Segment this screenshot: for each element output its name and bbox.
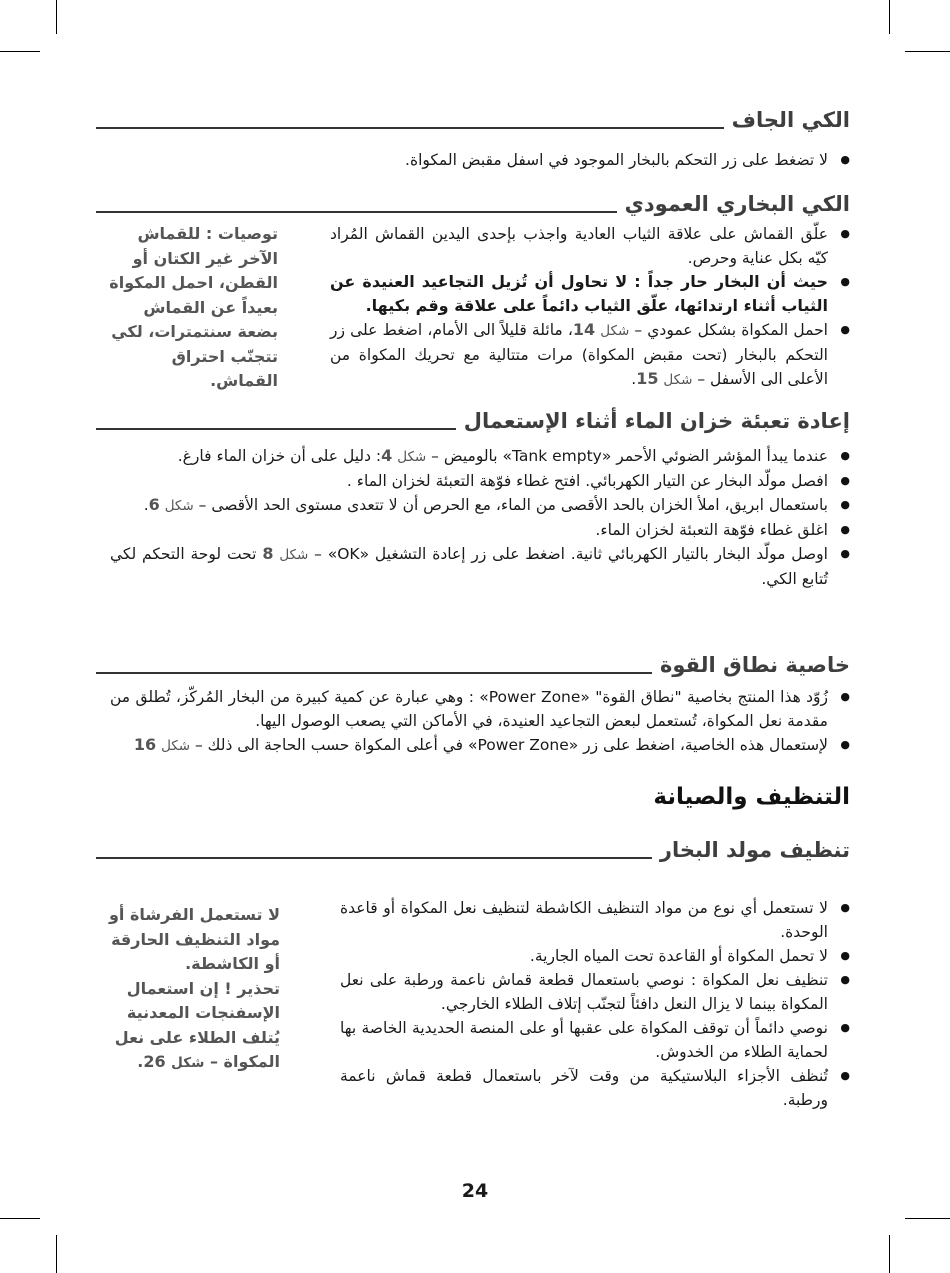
section-title: تنظيف مولد البخار bbox=[659, 838, 850, 862]
list-item: ● نوصي دائماً أن توقف المكواة على عقبها أو على المنصة الحديدية الخاصة بها لحماية الطلاء من الخدوش. bbox=[340, 1016, 850, 1064]
crop-mark bbox=[0, 1218, 40, 1219]
figure-number: 15 bbox=[636, 369, 659, 388]
heading-rule bbox=[96, 672, 652, 674]
side-note-cleaning bbox=[100, 903, 280, 1076]
cleaning-list bbox=[340, 896, 850, 1112]
crop-mark bbox=[905, 1218, 950, 1219]
page-title-cleaning: التنظيف والصيانة bbox=[653, 784, 850, 810]
list-item: ● علّق القماش على علاقة الثياب العادية واجذب بإحدى اليدين القماش المُراد كيّه بكل عناية وحرص. bbox=[330, 222, 850, 270]
list-item: ● لا تستعمل أي نوع من مواد التنظيف الكاشطة لتنظيف نعل المكواة أو قاعدة الوحدة. bbox=[340, 896, 850, 944]
side-note-recommendations: توصيات : للقماش الآخر غير الكتان أو القطن، احمل المكواة بعيداً عن القماش بضعة سنتمترات، لكي تتجنّب احتراق القماش. bbox=[109, 224, 278, 390]
dry-ironing-list bbox=[130, 148, 850, 172]
crop-mark bbox=[889, 1235, 890, 1273]
list-item: ● عندما يبدأ المؤشر الضوئي الأحمر «Tank empty» بالوميض – شكل 4: دليل على أن خزان الماء فارغ. bbox=[110, 444, 850, 469]
refill-list bbox=[110, 444, 850, 591]
crop-mark bbox=[0, 51, 40, 52]
list-item: ● زُوّد هذا المنتج بخاصية "نطاق القوة" «Power Zone» : وهي عبارة عن كمية كبيرة من البخار المُركّز، تُطلق من مقدمة نعل المكواة، تُستعمل لبعض التجاعيد العنيدة، في الأماكن التي يصعب الوصول اليها. bbox=[110, 685, 850, 733]
figure-number: 6 bbox=[148, 495, 160, 514]
list-item: ● تنظيف نعل المكواة : نوصي باستعمال قطعة قماش ناعمة ورطبة على نعل المكواة بينما لا يزال النعل دافئاً لتجنّب إتلاف الطلاء الخارجي. bbox=[340, 968, 850, 1016]
side-note-warning: تحذير ! إن استعمال الإسفنجات المعدنية يُتلف الطلاء على نعل المكواة – شكل 26. bbox=[114, 978, 280, 1071]
list-item: ● تُنظف الأجزاء البلاستيكية من وقت لآخر باستعمال قطعة قماش ناعمة ورطبة. bbox=[340, 1064, 850, 1112]
crop-mark bbox=[905, 51, 950, 52]
section-heading-power-zone bbox=[96, 655, 850, 676]
heading-rule bbox=[96, 211, 617, 213]
section-heading-refill bbox=[96, 411, 850, 432]
vertical-steam-list bbox=[330, 222, 850, 392]
heading-rule bbox=[96, 127, 724, 129]
figure-ref: شكل bbox=[171, 1055, 205, 1071]
heading-rule bbox=[96, 857, 652, 859]
list-item: ● لا تحمل المكواة أو القاعدة تحت المياه الجارية. bbox=[340, 944, 850, 968]
figure-number: 8 bbox=[262, 544, 274, 563]
power-zone-list bbox=[110, 685, 850, 758]
list-item: ● باستعمال ابريق، املأ الخزان بالحد الأقصى من الماء، مع الحرص أن لا تتعدى مستوى الحد الأقصى – شكل 6. bbox=[110, 493, 850, 518]
section-title: الكي الجاف bbox=[731, 108, 850, 132]
list-item-warning: ● حيث أن البخار حار جداً : لا تحاول أن تُزيل التجاعيد العنيدة عن الثياب أثناء ارتدائها، علّق الثياب دائماً على علاقة وقم بكيها. bbox=[330, 270, 850, 318]
list-item: ● افصل مولّد البخار عن التيار الكهربائي. افتح غطاء فوّهة التعبئة لخزان الماء . bbox=[110, 469, 850, 493]
figure-ref: شكل bbox=[161, 738, 191, 754]
list-item: ● احمل المكواة بشكل عمودي – شكل 14، مائلة قليلاً الى الأمام، اضغط على زر التحكم بالبخار (تحت مقبض المكواة) مرات متتالية مع تحريك المكواة من الأعلى الى الأسفل – شكل 15. bbox=[330, 318, 850, 392]
crop-mark bbox=[889, 0, 890, 34]
figure-ref: شكل bbox=[164, 498, 194, 514]
figure-ref: شكل bbox=[663, 372, 693, 388]
section-title: خاصية نطاق القوة bbox=[659, 653, 850, 677]
figure-ref: شكل bbox=[600, 323, 630, 339]
figure-number: 16 bbox=[133, 735, 157, 754]
figure-ref: شكل bbox=[397, 449, 427, 465]
list-item: ● لإستعمال هذه الخاصية، اضغط على زر «Power Zone» في أعلى المكواة حسب الحاجة الى ذلك – شكل 16 bbox=[110, 733, 850, 758]
section-heading-cleaning bbox=[96, 840, 850, 861]
section-heading-dry-ironing bbox=[96, 110, 850, 131]
figure-number: 14 bbox=[572, 320, 596, 339]
crop-mark bbox=[56, 0, 57, 34]
section-heading-vertical-steam bbox=[96, 194, 850, 215]
section-title: الكي البخاري العمودي bbox=[624, 192, 850, 216]
list-item: ● اوصل مولّد البخار بالتيار الكهربائي ثانية. اضغط على زر إعادة التشغيل «OK» – شكل 8 تحت لوحة التحكم لكي تُتابع الكي. bbox=[110, 542, 850, 591]
side-note-text: لا تستعمل الفرشاة أو مواد التنظيف الحارقة أو الكاشطة. bbox=[108, 905, 280, 973]
figure-number: 26 bbox=[143, 1052, 166, 1071]
crop-mark bbox=[56, 1235, 57, 1273]
figure-number: 4 bbox=[381, 446, 393, 465]
list-item: ● اغلق غطاء فوّهة التعبئة لخزان الماء. bbox=[110, 518, 850, 542]
heading-rule bbox=[96, 428, 456, 430]
list-item: ● لا تضغط على زر التحكم بالبخار الموجود في اسفل مقبض المكواة. bbox=[130, 148, 850, 172]
page-number: 24 bbox=[461, 1180, 489, 1202]
section-title: إعادة تعبئة خزان الماء أثناء الإستعمال bbox=[463, 409, 850, 433]
figure-ref: شكل bbox=[279, 547, 309, 563]
